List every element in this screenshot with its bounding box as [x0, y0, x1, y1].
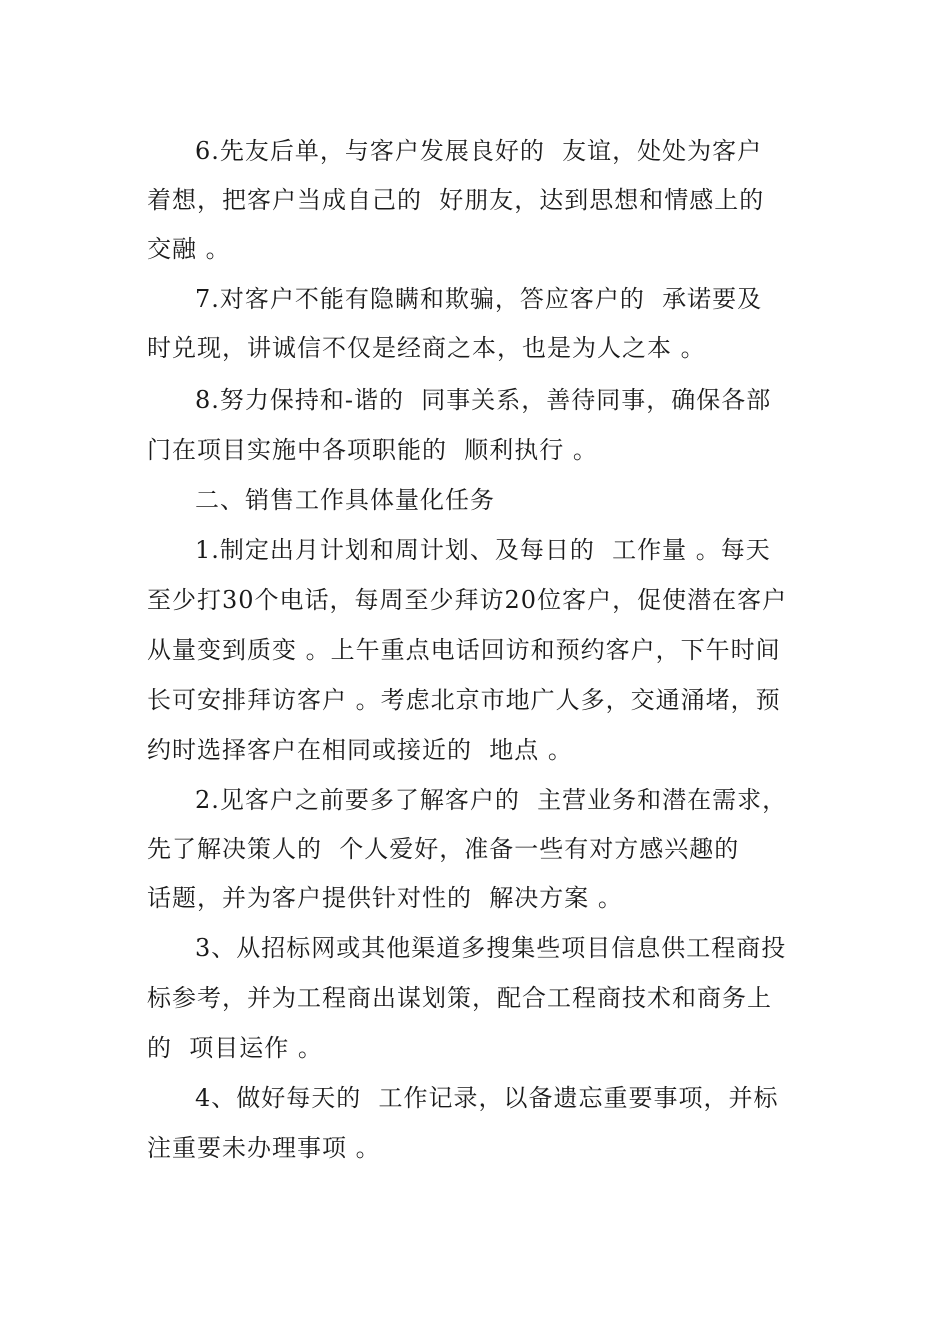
- text-line: 长可安排拜访客户 。考虑北京市地广人多，交通涌堵，预: [147, 686, 781, 714]
- text-line: 6.先友后单，与客户发展良好的 友谊，处处为客户: [195, 137, 763, 165]
- text-line: 3、从招标网或其他渠道多搜集些项目信息供工程商投: [195, 934, 787, 962]
- text-line: 时兑现，讲诚信不仅是经商之本，也是为人之本 。: [147, 334, 706, 362]
- text-line: 着想，把客户当成自己的 好朋友，达到思想和情感上的: [147, 186, 765, 214]
- text-line: 从量变到质变 。上午重点电话回访和预约客户，下午时间: [147, 636, 781, 664]
- text-line: 的 项目运作 。: [147, 1034, 323, 1062]
- text-line: 7.对客户不能有隐瞒和欺骗，答应客户的 承诺要及: [195, 285, 763, 313]
- section-heading: 二、销售工作具体量化任务: [195, 486, 495, 514]
- text-line: 注重要未办理事项 。: [147, 1134, 381, 1162]
- text-line: 标参考，并为工程商出谋划策，配合工程商技术和商务上: [147, 984, 772, 1012]
- text-line: 约时选择客户在相同或接近的 地点 。: [147, 736, 573, 764]
- text-line: 2.见客户之前要多了解客户的 主营业务和潜在需求，: [195, 786, 788, 814]
- text-line: 先了解决策人的 个人爱好，准备一些有对方感兴趣的: [147, 835, 740, 863]
- text-line: 至少打30个电话，每周至少拜访20位客户，促使潜在客户: [147, 586, 788, 614]
- text-line: 交融 。: [147, 235, 231, 263]
- text-line: 门在项目实施中各项职能的 顺利执行 。: [147, 436, 598, 464]
- text-line: 话题，并为客户提供针对性的 解决方案 。: [147, 884, 623, 912]
- text-line: 1.制定出月计划和周计划、及每日的 工作量 。每天: [195, 536, 771, 564]
- text-line: 4、做好每天的 工作记录，以备遗忘重要事项，并标: [195, 1084, 779, 1112]
- text-line: 8.努力保持和-谐的 同事关系，善待同事，确保各部: [195, 386, 772, 414]
